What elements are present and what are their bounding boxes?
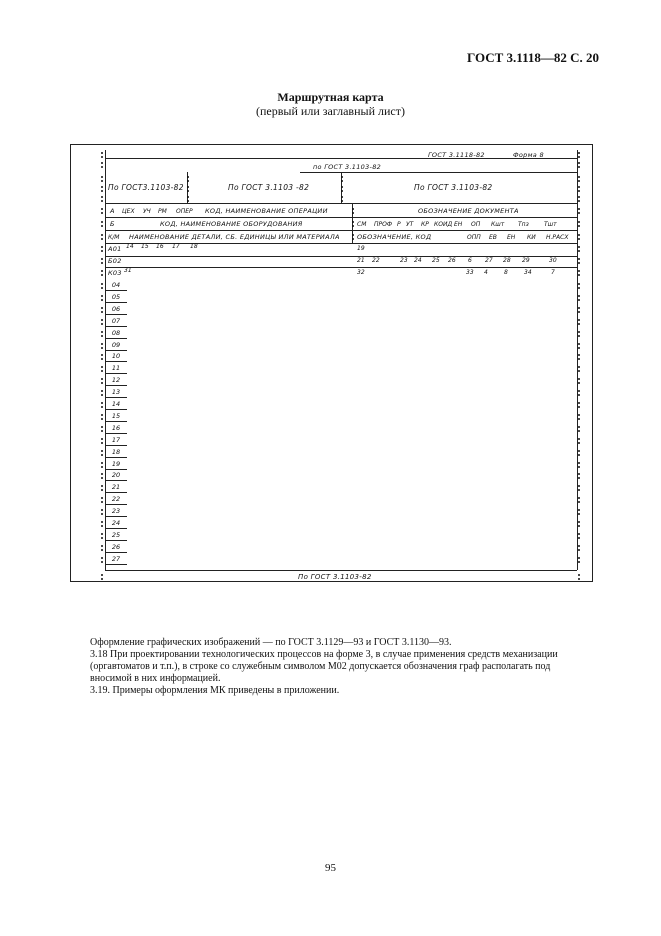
colon-dot [578,186,580,188]
row-number-underline [105,314,127,315]
row-number-underline [105,552,127,553]
paragraph-3-19: 3.19. Примеры оформления МК приведены в приложении. [90,685,340,696]
colon-dot [578,307,580,309]
row-number: 23 [111,507,121,516]
row-number-underline [105,338,127,339]
row-b-en: ЕН [454,221,463,228]
form-line [105,217,577,218]
row-a01-label: А01 [108,245,122,253]
colon-dot [578,200,580,202]
colon-dot [578,438,580,440]
paragraph-graphics: Оформление графических изображений — по ГОСТ 3.1129—93 и ГОСТ 3.1130—93. [90,637,452,648]
row-number-underline [105,445,127,446]
colon-dot [352,234,354,236]
colon-dot [578,430,580,432]
row-number-underline [105,385,127,386]
row-number-underline [105,361,127,362]
form-po-gost-82: по ГОСТ 3.1103-82 [313,163,382,171]
colon-dot [101,521,103,523]
row-number: 11 [111,364,121,373]
colon-dot [341,200,343,202]
colon-dot [578,418,580,420]
colon-dot [101,238,103,240]
row-number: 17 [111,435,121,444]
form-line [105,230,577,231]
colon-dot [578,347,580,349]
colon-dot [578,196,580,198]
row-b-symbol: Б [110,220,115,228]
form-line [105,267,577,268]
colon-dot [101,319,103,321]
form-forma: Форма 8 [513,151,544,159]
colon-dot [101,462,103,464]
row-b02-n28: 28 [503,257,511,264]
row-b02-n26: 26 [448,257,456,264]
row-a01-n14: 14 [126,243,134,250]
colon-dot [101,549,103,551]
colon-dot [101,450,103,452]
colon-dot [578,335,580,337]
colon-dot [101,323,103,325]
colon-dot [578,274,580,276]
colon-dot [101,561,103,563]
row-number-underline [105,504,127,505]
row-number: 21 [111,483,121,492]
form-bottom-gost: По ГОСТ 3.1103-82 [298,573,372,581]
colon-dot [101,234,103,236]
colon-dot [578,246,580,248]
colon-dot [101,152,103,154]
colon-dot [101,186,103,188]
colon-dot [187,196,189,198]
row-b-tpz: Тпз [518,221,529,228]
row-number-underline [105,433,127,434]
colon-dot [101,557,103,559]
colon-dot [578,402,580,404]
colon-dot [101,166,103,168]
colon-dot [101,402,103,404]
row-k-opp: ОПП [467,234,481,241]
colon-dot [101,454,103,456]
row-b02-n23: 23 [400,257,408,264]
colon-dot [578,521,580,523]
page-subtitle: (первый или заглавный лист) [256,104,405,118]
colon-dot [341,190,343,192]
form-line [105,150,106,570]
colon-dot [352,221,354,223]
row-b-kr: КР [421,221,429,228]
colon-dot [101,414,103,416]
row-k03-n8: 8 [504,269,508,276]
row-b-r: Р [397,221,401,228]
colon-dot [578,234,580,236]
row-b-kst: Кшт [491,221,505,228]
colon-dot [101,180,103,182]
colon-dot [578,238,580,240]
row-k03-n7: 7 [551,269,555,276]
row-a-symbol: А [110,207,115,215]
row-b-op: ОП [471,221,481,228]
colon-dot [187,190,189,192]
row-b02-n27: 27 [485,257,493,264]
colon-dot [101,574,103,576]
row-number: 19 [111,459,121,468]
row-a01-n16: 16 [156,243,164,250]
colon-dot [101,262,103,264]
page-title: Маршрутная карта [277,90,384,104]
row-k-ev: ЕВ [489,234,497,241]
page-number: 95 [325,862,336,874]
row-number-underline [105,492,127,493]
row-a-uch: УЧ [143,208,151,215]
colon-dot [341,196,343,198]
colon-dot [578,557,580,559]
colon-dot [101,545,103,547]
row-number-underline [105,457,127,458]
document-header: ГОСТ 3.1118—82 С. 20 [467,50,599,65]
colon-dot [578,283,580,285]
colon-dot [578,343,580,345]
row-number-underline [105,564,127,565]
row-a-doc: ОБОЗНАЧЕНИЕ ДОКУМЕНТА [418,207,519,215]
colon-dot [578,270,580,272]
colon-dot [187,200,189,202]
row-k03-label: К03 [108,269,122,277]
form-line [105,570,577,571]
colon-dot [187,180,189,182]
row-number: 12 [111,376,121,385]
row-number: 14 [111,400,121,408]
row-a01-n18: 18 [190,243,198,250]
form-top-gost: ГОСТ 3.1118-82 [428,151,485,159]
colon-dot [352,212,354,214]
row-k03-n4: 4 [484,269,488,276]
colon-dot [101,250,103,252]
row-number-underline [105,528,127,529]
colon-dot [578,545,580,547]
row-number-underline [105,302,127,303]
row-number-underline [105,290,127,291]
row-a-ceh: ЦЕХ [122,208,135,215]
colon-dot [578,299,580,301]
colon-dot [101,246,103,248]
colon-dot [578,561,580,563]
row-number: 10 [111,352,121,361]
colon-dot [578,574,580,576]
colon-dot [101,343,103,345]
row-b02-n30: 30 [549,257,557,264]
form-po-gost-mid: По ГОСТ 3.1103 -82 [228,183,310,192]
colon-dot [101,331,103,333]
colon-dot [101,537,103,539]
colon-dot [101,311,103,313]
row-number-underline [105,469,127,470]
row-number: 22 [111,495,121,504]
colon-dot [101,274,103,276]
colon-dot [578,166,580,168]
colon-dot [101,212,103,214]
row-b-kod-ob: КОД, НАИМЕНОВАНИЕ ОБОРУДОВАНИЯ [160,220,303,228]
colon-dot [187,186,189,188]
colon-dot [101,190,103,192]
colon-dot [578,549,580,551]
row-k03-n34: 34 [524,269,532,276]
row-number-underline [105,516,127,517]
row-b02-label: Б02 [108,257,122,265]
colon-dot [578,454,580,456]
colon-dot [578,450,580,452]
row-number: 26 [111,542,121,551]
row-number: 09 [111,340,121,349]
row-a-kod-op: КОД, НАИМЕНОВАНИЕ ОПЕРАЦИИ [205,207,328,215]
colon-dot [578,258,580,260]
colon-dot [578,414,580,416]
colon-dot [101,442,103,444]
row-number: 06 [111,304,121,313]
colon-dot [101,307,103,309]
colon-dot [341,176,343,178]
row-number: 04 [111,281,121,289]
row-k-naim: НАИМЕНОВАНИЕ ДЕТАЛИ, СБ. ЕДИНИЦЫ ИЛИ МАТЕРИАЛА [129,233,340,241]
form-line [105,203,577,204]
row-a01-n17: 17 [172,243,180,250]
form-po-gost-right: По ГОСТ 3.1103-82 [414,183,493,192]
colon-dot [101,162,103,164]
colon-dot [352,225,354,227]
colon-dot [101,299,103,301]
colon-dot [101,196,103,198]
colon-dot [101,347,103,349]
form-po-gost-left: По ГОСТ3.1103-82 [108,183,184,192]
row-b02-n22: 22 [372,257,380,264]
row-b-prof: ПРОФ [374,221,393,228]
row-number: 25 [111,530,121,539]
row-number: 16 [111,423,121,432]
row-k-ki: КИ [527,234,536,241]
row-number-underline [105,397,127,398]
row-b02-n21: 21 [357,257,365,264]
colon-dot [578,311,580,313]
colon-dot [578,287,580,289]
row-number: 13 [111,388,121,397]
colon-dot [101,578,103,580]
row-b-koid: КОИД [434,221,453,228]
colon-dot [101,525,103,527]
row-number: 27 [111,554,121,563]
colon-dot [101,426,103,428]
row-b02-n25: 25 [432,257,440,264]
colon-dot [101,438,103,440]
row-number-underline [105,480,127,481]
row-k-symbol: К/М [108,234,120,241]
colon-dot [101,270,103,272]
colon-dot [341,186,343,188]
row-a01-n15: 15 [141,243,149,250]
colon-dot [101,156,103,158]
paragraph-3-18: 3.18 При проектировании технологических процессов на форме 3, в случае применения средств механизации (оргавтоматов и т.п.), в строке со служебным символом М02 допускается обозначения граф располагать под вносимой в них информацией. [90,649,558,684]
colon-dot [101,533,103,535]
colon-dot [101,295,103,297]
row-b-tsht: Тшт [544,221,557,228]
row-b-ut: УТ [406,221,414,228]
row-k-en: ЕН [507,234,516,241]
row-number: 05 [111,292,121,301]
colon-dot [578,221,580,223]
colon-dot [101,221,103,223]
row-number-underline [105,350,127,351]
colon-dot [341,180,343,182]
form-line [105,158,577,159]
colon-dot [578,190,580,192]
colon-dot [578,250,580,252]
colon-dot [578,156,580,158]
colon-dot [101,418,103,420]
colon-dot [101,430,103,432]
row-number: 15 [111,411,121,420]
colon-dot [578,525,580,527]
colon-dot [578,162,580,164]
colon-dot [352,208,354,210]
colon-dot [101,466,103,468]
row-k03-n31: 31 [124,267,132,274]
row-number: 08 [111,328,121,337]
row-a-rm: РМ [158,208,167,215]
row-k03-n33: 33 [466,269,474,276]
colon-dot [578,319,580,321]
colon-dot [578,225,580,227]
colon-dot [101,283,103,285]
colon-dot [578,295,580,297]
row-number-underline [105,373,127,374]
row-number: 20 [111,471,121,480]
colon-dot [187,176,189,178]
colon-dot [578,537,580,539]
colon-dot [578,462,580,464]
row-a01-n19: 19 [357,245,365,252]
colon-dot [578,212,580,214]
row-number: 07 [111,316,121,325]
colon-dot [101,208,103,210]
colon-dot [352,238,354,240]
colon-dot [578,152,580,154]
colon-dot [101,287,103,289]
row-number: 18 [111,447,121,456]
colon-dot [578,533,580,535]
colon-dot [578,442,580,444]
colon-dot [101,225,103,227]
colon-dot [101,176,103,178]
row-k-oboz: ОБОЗНАЧЕНИЕ, КОД [357,233,432,241]
colon-dot [578,176,580,178]
row-b02-n29: 29 [522,257,530,264]
colon-dot [101,406,103,408]
colon-dot [578,426,580,428]
row-number-underline [105,326,127,327]
colon-dot [578,578,580,580]
row-number-underline [105,421,127,422]
colon-dot [578,466,580,468]
colon-dot [101,335,103,337]
colon-dot [101,258,103,260]
colon-dot [578,208,580,210]
row-a-oper: ОПЕР [176,208,193,215]
colon-dot [578,331,580,333]
colon-dot [578,323,580,325]
colon-dot [101,200,103,202]
row-b02-n6: 6 [468,257,472,264]
row-b02-n24: 24 [414,257,422,264]
row-k03-n32: 32 [357,269,365,276]
colon-dot [578,262,580,264]
colon-dot [578,180,580,182]
row-number: 24 [111,519,121,527]
row-number-underline [105,409,127,410]
row-b-sm: СМ [357,221,367,228]
row-k-nrash: Н.РАСХ [546,234,569,241]
colon-dot [578,406,580,408]
row-number-underline [105,540,127,541]
